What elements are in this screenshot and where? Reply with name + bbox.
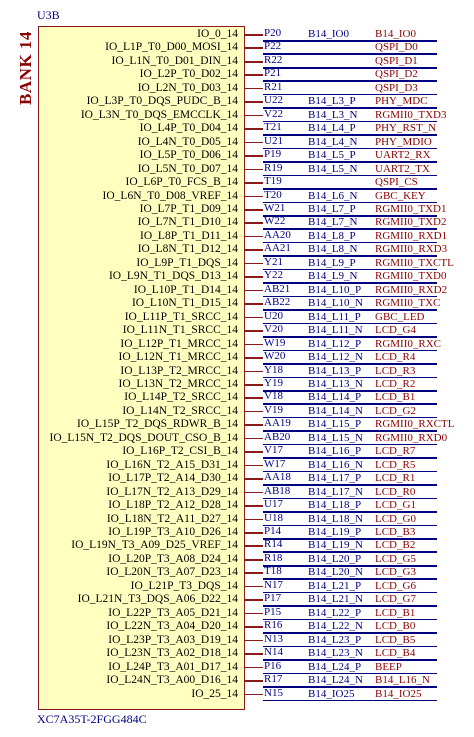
pin-number: T20 [264,188,282,201]
pin-function-label: IO_L19N_T3_A09_D25_VREF_14 [71,539,238,552]
pin-stub [245,586,263,588]
pin-function-label: IO_L6N_T0_D08_VREF_14 [102,189,238,202]
signal-label: QSPI_D0 [375,41,418,54]
pin-number: V19 [264,403,283,416]
pin-stub [245,640,263,642]
net-name: B14_L14_N [308,404,363,417]
pin-function-label: IO_L2P_T0_D02_14 [139,68,238,81]
signal-label: LCD_R7 [375,445,416,458]
signal-label: LCD_B2 [375,539,416,552]
pin-function-label: IO_L1N_T0_D01_DIN_14 [111,54,238,67]
pin-number: P15 [264,605,282,618]
pin-number: Y19 [264,376,283,389]
signal-label: RGMII0_RXD2 [375,283,448,296]
pin-stub [245,572,263,574]
pin-function-label: IO_L12P_T1_MRCC_14 [120,337,238,350]
pin-function-label: IO_L21N_T3_DQS_A06_D22_14 [77,593,238,606]
pin-function-label: IO_L13P_T2_MRCC_14 [120,364,238,377]
pin-number: P22 [264,40,282,53]
pin-stub [245,169,263,171]
pin-number: R22 [264,53,283,66]
pin-number: W21 [264,201,286,214]
signal-label: LCD_R0 [375,485,416,498]
pin-row [0,674,474,687]
pin-stub [245,290,263,292]
pin-number: AA21 [264,242,291,255]
pin-function-label: IO_L4P_T0_D04_14 [139,122,238,135]
pin-row [0,149,474,162]
pin-stub [245,397,263,399]
pin-function-label: IO_L8P_T1_D11_14 [140,229,238,242]
signal-label: RGMII0_RXD3 [375,243,448,256]
signal-label: BEEP [375,660,402,673]
pin-number: W20 [264,350,286,363]
net-name: B14_L16_P [308,445,362,458]
net-name: B14_L23_P [308,633,362,646]
pin-stub [245,451,263,453]
signal-label: LCD_G5 [375,552,416,565]
pin-stub [245,478,263,480]
net-name: B14_L12_N [308,351,363,364]
pin-function-label: IO_L14N_T2_SRCC_14 [122,404,238,417]
pin-row [0,257,474,270]
pin-number: AA20 [264,228,291,241]
pin-row [0,41,474,54]
pin-number: W17 [264,457,286,470]
signal-label: LCD_G0 [375,512,416,525]
pin-function-label: IO_L17P_T2_A14_D30_14 [108,472,238,485]
pin-number: V18 [264,390,283,403]
pin-row [0,405,474,418]
signal-label: UART2_RX [375,149,431,162]
pin-number: T19 [264,175,282,188]
pin-function-label: IO_L11N_T1_SRCC_14 [122,324,238,337]
pin-number: R18 [264,551,283,564]
pin-stub [245,438,263,440]
net-name: B14_L5_N [308,162,358,175]
pin-stub [245,613,263,615]
pin-stub [245,330,263,332]
pin-number: V17 [264,444,283,457]
pin-number: N17 [264,578,283,591]
net-name: B14_L17_N [308,485,363,498]
signal-label: RGMII0_RXD1 [375,229,448,242]
net-name: B14_L8_N [308,243,358,256]
pin-stub [245,196,263,198]
pin-function-label: IO_L5P_T0_D06_14 [139,149,238,162]
pin-row [0,82,474,95]
pin-row [0,136,474,149]
signal-label: LCD_R1 [375,472,416,485]
pin-row [0,526,474,539]
signal-label: LCD_G1 [375,499,416,512]
pin-stub [245,74,263,76]
pin-stub [245,599,263,601]
pin-function-label: IO_L18P_T2_A12_D28_14 [108,499,238,512]
pin-row [0,661,474,674]
pin-row [0,634,474,647]
pin-number: U20 [264,309,283,322]
pin-function-label: IO_L8N_T1_D12_14 [137,243,238,256]
net-name: B14_L4_N [308,135,358,148]
signal-label: LCD_B4 [375,647,416,660]
pin-number: N13 [264,632,283,645]
signal-label: QSPI_D1 [375,54,418,67]
pin-number: AA19 [264,417,291,430]
pin-number: P21 [264,67,282,80]
pin-number: P17 [264,592,282,605]
signal-label: LCD_G3 [375,566,416,579]
pin-function-label: IO_L5N_T0_D07_14 [137,162,238,175]
pin-row [0,122,474,135]
pin-function-label: IO_L20P_T3_A08_D24_14 [108,552,238,565]
pin-row [0,620,474,633]
pin-stub [245,34,263,36]
pin-number: P16 [264,659,282,672]
pin-row [0,270,474,283]
pin-number: R19 [264,161,283,174]
pin-row [0,593,474,606]
pin-function-label: IO_L24P_T3_A01_D17_14 [108,660,238,673]
pin-row [0,418,474,431]
pin-number: P19 [264,148,282,161]
pin-stub [245,249,263,251]
pin-function-label: IO_L14P_T2_SRCC_14 [124,391,238,404]
pin-stub [245,357,263,359]
pin-number: AB20 [264,430,291,443]
signal-label: GBC_KEY [375,189,426,202]
net-name: B14_L7_P [308,202,356,215]
pin-number: V22 [264,107,283,120]
net-name: B14_L15_P [308,418,362,431]
pin-row [0,109,474,122]
pin-row [0,68,474,81]
pin-row [0,445,474,458]
pin-stub [245,209,263,211]
pin-number: AB18 [264,484,291,497]
pin-stub [245,88,263,90]
pin-number: W19 [264,336,286,349]
pin-function-label: IO_0_14 [197,28,238,40]
pin-function-label: IO_L20N_T3_A07_D23_14 [106,566,238,579]
pin-function-label: IO_L18N_T2_A11_D27_14 [106,512,238,525]
pin-function-label: IO_L12N_T1_MRCC_14 [118,351,238,364]
pin-row [0,297,474,310]
signal-label: LCD_G2 [375,404,416,417]
signal-label: LCD_B5 [375,633,416,646]
net-name: B14_L17_P [308,472,362,485]
pin-row [0,284,474,297]
pin-stub [245,344,263,346]
net-name: B14_L19_P [308,526,362,539]
pin-function-label: IO_L23P_T3_A03_D19_14 [108,633,238,646]
pin-function-label: IO_L6P_T0_FCS_B_14 [125,176,238,189]
part-number: XC7A35T-2FGG484C [37,712,147,726]
net-name: B14_L11_N [308,324,363,337]
pin-function-label: IO_L21P_T3_DQS_14 [130,579,238,592]
signal-label: LCD_G4 [375,324,416,337]
signal-label: UART2_TX [375,162,430,175]
pin-number: W22 [264,215,286,228]
pin-stub [245,222,263,224]
pin-stub [245,142,263,144]
pin-function-label: IO_L7P_T1_D09_14 [139,202,238,215]
pin-function-label: IO_L9N_T1_DQS_D13_14 [108,270,238,283]
pin-number: P14 [264,525,282,538]
net-name: B14_L6_N [308,189,358,202]
pin-function-label: IO_L24N_T3_A00_D16_14 [106,674,238,687]
signal-label: LCD_B1 [375,606,416,619]
pin-stub [245,61,263,63]
signal-label: QSPI_D3 [375,81,418,94]
pin-number: R16 [264,619,283,632]
pin-function-label: IO_L3N_T0_DQS_EMCCLK_14 [80,108,238,121]
pin-function-label: IO_L15P_T2_DQS_RDWR_B_14 [76,418,238,431]
signal-label: LCD_B3 [375,526,416,539]
net-name: B14_L24_P [308,660,362,673]
pin-row [0,163,474,176]
pin-function-label: IO_L11P_T1_SRCC_14 [124,310,238,323]
signal-label: LCD_B1 [375,391,416,404]
pin-row [0,607,474,620]
pin-stub [245,317,263,319]
pin-function-label: IO_L15N_T2_DQS_DOUT_CSO_B_14 [49,431,238,444]
pin-function-label: IO_L1P_T0_D00_MOSI_14 [105,41,238,54]
pin-stub [245,680,263,682]
pin-row [0,580,474,593]
pin-stub [245,384,263,386]
pin-function-label: IO_L16P_T2_CSI_B_14 [122,445,238,458]
net-name: B14_L19_N [308,539,363,552]
pin-row [0,647,474,660]
net-name: B14_L20_P [308,552,362,565]
pin-row [0,28,474,41]
net-name: B14_L10_P [308,283,362,296]
pin-row [0,243,474,256]
pin-number: R17 [264,673,283,686]
pin-stub [245,667,263,669]
net-name: B14_L18_P [308,499,362,512]
net-name: B14_L9_P [308,256,356,269]
signal-label: RGMII0_TXC [375,297,441,310]
pin-number: R21 [264,80,283,93]
pin-number: Y18 [264,363,283,376]
pin-function-label: IO_L13N_T2_MRCC_14 [118,377,238,390]
pin-row [0,566,474,579]
net-name: B14_L22_P [308,606,362,619]
pin-row [0,459,474,472]
reference-designator: U3B [37,8,60,22]
pin-stub [245,653,263,655]
pin-stub [245,236,263,238]
pin-function-label: IO_L23N_T3_A02_D18_14 [106,647,238,660]
pin-stub [245,182,263,184]
pin-stub [245,371,263,373]
pin-number: P20 [264,27,282,39]
pin-stub [245,532,263,534]
pin-stub [245,411,263,413]
net-name: B14_L12_P [308,337,362,350]
pin-stub [245,465,263,467]
pin-function-label: IO_L2N_T0_D03_14 [137,81,238,94]
pin-function-label: IO_L22P_T3_A05_D21_14 [108,606,238,619]
signal-label: B14_IO25 [375,687,422,700]
net-name: B14_L16_N [308,458,363,471]
signal-label: RGMII0_TXD1 [375,202,447,215]
net-name: B14_L4_P [308,122,356,135]
pin-stub [245,128,263,130]
pin-function-label: IO_L9P_T1_DQS_14 [136,256,238,269]
net-name: B14_L24_N [308,674,363,687]
signal-label: RGMII0_RXC [375,337,442,350]
pin-row [0,472,474,485]
signal-label: LCD_R2 [375,377,416,390]
pin-row [0,324,474,337]
net-name: B14_IO0 [308,28,349,40]
pin-number: N15 [264,686,283,699]
pin-number: AB21 [264,282,291,295]
pin-stub [245,626,263,628]
signal-label: RGMII0_RXCTL [375,418,455,431]
net-name: B14_L9_N [308,270,358,283]
net-name: B14_L3_P [308,95,356,108]
net-name: B14_L14_P [308,391,362,404]
pin-row [0,338,474,351]
pin-row [0,513,474,526]
signal-label: LCD_R3 [375,364,416,377]
pin-row [0,230,474,243]
pin-number: AA18 [264,471,291,484]
net-name: B14_L10_N [308,297,363,310]
pin-stub [245,276,263,278]
signal-label: B14_L16_N [375,674,430,687]
pin-row [0,499,474,512]
pin-row [0,55,474,68]
pin-number: U18 [264,511,283,524]
pin-number: T21 [264,121,282,134]
net-name: B14_L8_P [308,229,356,242]
pin-number: AB22 [264,296,291,309]
net-name: B14_L20_N [308,566,363,579]
pin-function-label: IO_L16N_T2_A15_D31_14 [106,458,238,471]
pin-stub [245,101,263,103]
pin-number: Y21 [264,255,283,268]
pin-row [0,203,474,216]
net-name: B14_L21_P [308,579,362,592]
pin-number: U22 [264,94,283,107]
pin-stub [245,559,263,561]
pin-row [0,432,474,445]
signal-label: PHY_MDC [375,95,428,108]
bank-label: BANK 14 [16,31,35,105]
pin-stub [245,492,263,494]
net-name: B14_L3_N [308,108,358,121]
pin-row [0,351,474,364]
signal-label: RGMII0_TXD2 [375,216,447,229]
pin-function-label: IO_25_14 [191,687,238,700]
pin-row [0,553,474,566]
pin-number: T18 [264,565,282,578]
pin-function-label: IO_L19P_T3_A10_D26_14 [108,526,238,539]
signal-label: LCD_G7 [375,593,416,606]
pin-number: U17 [264,498,283,511]
pin-number: U21 [264,134,283,147]
signal-label: GBC_LED [375,310,425,323]
signal-label: LCD_R5 [375,458,416,471]
pin-stub [245,115,263,117]
signal-label: LCD_R4 [375,351,416,364]
pin-function-label: IO_L3P_T0_DQS_PUDC_B_14 [86,95,238,108]
pin-row [0,176,474,189]
signal-label: PHY_MDIO [375,135,432,148]
pin-number: N14 [264,646,283,659]
signal-label: QSPI_D2 [375,68,418,81]
pin-stub [245,263,263,265]
pin-row [0,190,474,203]
net-name: B14_L15_N [308,431,363,444]
net-name: B14_L18_N [308,512,363,525]
signal-label: LCD_B0 [375,620,416,633]
signal-label: RGMII0_TXCTL [375,256,454,269]
signal-label: QSPI_CS [375,176,418,189]
pin-row [0,365,474,378]
pin-stub [245,155,263,157]
pin-row [0,216,474,229]
pin-number: Y22 [264,269,283,282]
pin-row [0,95,474,108]
pin-number: R14 [264,538,283,551]
net-name: B14_IO25 [308,687,355,700]
pin-row [0,688,474,701]
net-name: B14_L11_P [308,310,361,323]
pin-row [0,391,474,404]
net-name: B14_L21_N [308,593,363,606]
pin-stub [245,545,263,547]
net-name: B14_L23_N [308,647,363,660]
net-name: B14_L22_N [308,620,363,633]
pin-function-label: IO_L7N_T1_D10_14 [137,216,238,229]
pin-row [0,539,474,552]
pin-number: V20 [264,323,283,336]
pin-stub [245,47,263,49]
signal-label: RGMII0_RXD0 [375,431,448,444]
net-name: B14_L13_P [308,364,362,377]
pin-row [0,486,474,499]
pin-function-label: IO_L22N_T3_A04_D20_14 [106,620,238,633]
pin-stub [245,694,263,696]
signal-label: LCD_G6 [375,579,416,592]
pin-stub [245,519,263,521]
signal-label: PHY_RST_N [375,122,437,135]
pin-stub [245,505,263,507]
pin-function-label: IO_L17N_T2_A13_D29_14 [106,485,238,498]
pin-row [0,378,474,391]
pin-function-label: IO_L4N_T0_D05_14 [137,135,238,148]
pin-row [0,311,474,324]
signal-label: B14_IO0 [375,28,416,40]
pin-function-label: IO_L10N_T1_D15_14 [131,297,238,310]
net-name: B14_L7_N [308,216,358,229]
signal-label: RGMII0_TXD3 [375,108,447,121]
pin-stub [245,424,263,426]
net-name: B14_L13_N [308,377,363,390]
pin-function-label: IO_L10P_T1_D14_14 [133,283,238,296]
pin-stub [245,303,263,305]
signal-label: RGMII0_TXD0 [375,270,447,283]
net-name: B14_L5_P [308,149,356,162]
